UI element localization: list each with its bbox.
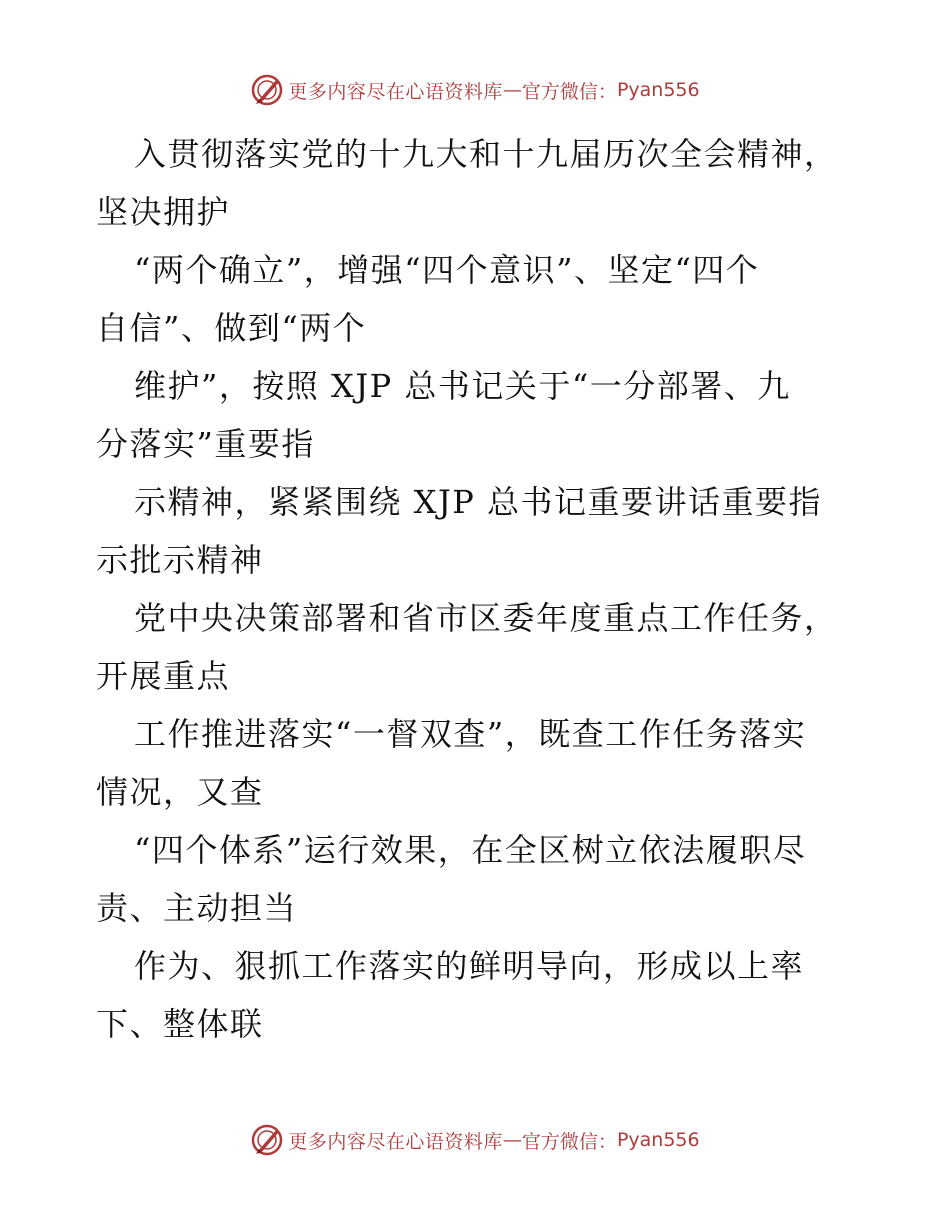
quill-logo-icon xyxy=(250,73,284,107)
body-line: 自信”、做到“两个 xyxy=(96,309,367,347)
footer-wechat-id: Pyan556 xyxy=(616,1129,700,1151)
document-body xyxy=(96,125,866,1053)
body-line: 开展重点 xyxy=(96,657,231,695)
header-wechat-label: 官方微信： xyxy=(521,80,617,103)
body-line: “两个确立”，增强“四个意识”、坚定“四个 xyxy=(134,251,760,289)
body-line: 示批示精神 xyxy=(96,541,264,579)
header-banner-separator: — xyxy=(502,79,522,101)
body-line: 下、整体联 xyxy=(96,1005,264,1043)
footer-wechat-label: 官方微信： xyxy=(521,1130,617,1153)
body-line: 分落实”重要指 xyxy=(96,425,315,463)
header-banner xyxy=(0,70,950,110)
body-line: 坚决拥护 xyxy=(96,193,231,231)
header-banner-text: 更多内容尽在心语资料库 xyxy=(288,80,503,103)
body-line: 入贯彻落实党的十九大和十九届历次全会精神， xyxy=(134,135,838,173)
body-line: 作为、狠抓工作落实的鲜明导向，形成以上率 xyxy=(134,947,805,985)
body-line: 工作推进落实“一督双查”，既查工作任务落实 xyxy=(134,715,807,753)
body-line: 情况，又查 xyxy=(96,773,264,811)
body-line: 示精神，紧紧围绕 XJP 总书记重要讲话重要指 xyxy=(134,483,822,521)
footer-banner-text: 更多内容尽在心语资料库 xyxy=(288,1130,503,1153)
body-line: 责、主动担当 xyxy=(96,889,298,927)
footer-banner xyxy=(0,1120,950,1160)
footer-banner-separator: — xyxy=(502,1129,522,1151)
quill-logo-icon xyxy=(250,1123,284,1157)
header-wechat-id: Pyan556 xyxy=(616,79,700,101)
body-line: 维护”，按照 XJP 总书记关于“一分部署、九 xyxy=(134,367,791,405)
body-line: 党中央决策部署和省市区委年度重点工作任务， xyxy=(134,599,838,637)
body-line: “四个体系”运行效果，在全区树立依法履职尽 xyxy=(134,831,807,869)
